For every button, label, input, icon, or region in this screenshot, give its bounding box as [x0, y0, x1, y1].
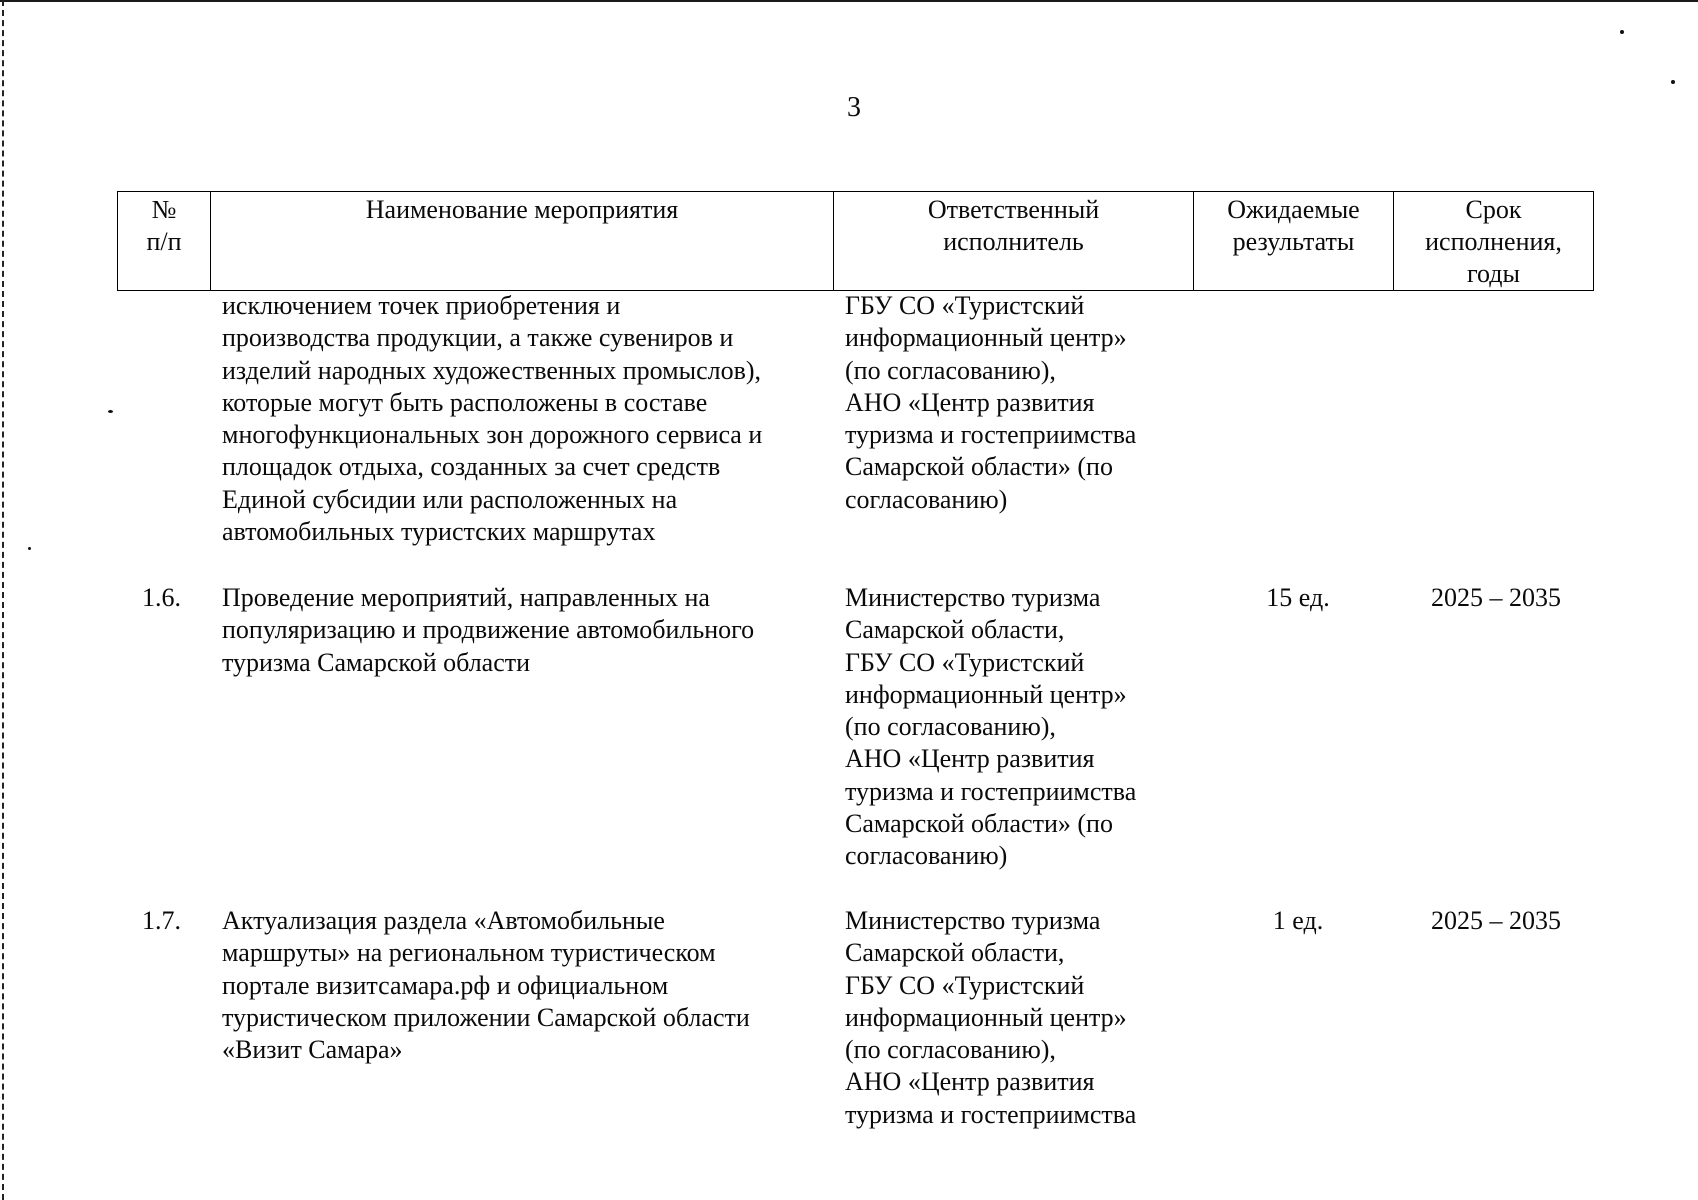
text-line: автомобильных туристских маршрутах — [222, 517, 656, 547]
text-line: ГБУ СО «Туристский — [845, 970, 1085, 1000]
text-line: Министерство туризма — [845, 906, 1101, 935]
header-line: № — [151, 195, 177, 224]
text-line: АНО «Центр развития — [845, 744, 1095, 774]
text-line: туризма и гостеприимства — [845, 776, 1137, 806]
text-line: Самарской области, — [845, 938, 1065, 968]
header-line: п/п — [146, 227, 182, 256]
row-1-6-name — [222, 582, 754, 679]
header-term — [1394, 192, 1594, 291]
header-line: Ожидаемые — [1227, 195, 1360, 224]
header-responsible — [834, 192, 1194, 291]
text-line: информационный центр» — [845, 323, 1127, 353]
scan-top-edge — [0, 0, 1698, 12]
header-name — [211, 192, 834, 291]
text-line: «Визит Самара» — [222, 1035, 403, 1065]
text-line: информационный центр» — [845, 679, 1127, 709]
text-line: Самарской области, — [845, 615, 1065, 645]
text-line: популяризацию и продвижение автомобильного — [222, 615, 755, 645]
text-line: площадок отдыха, созданных за счет средств — [222, 452, 721, 482]
text-line: туризма и гостеприимства — [845, 420, 1137, 450]
text-line: информационный центр» — [845, 1002, 1127, 1032]
text-line: (по согласованию), — [845, 355, 1056, 385]
header-line: исполнения, — [1425, 227, 1562, 256]
page-number: 3 — [847, 92, 861, 123]
text-line: туристическом приложении Самарской области — [222, 1002, 750, 1032]
row-1-7-number: 1.7. — [142, 906, 181, 935]
text-line: (по согласованию), — [845, 712, 1056, 742]
text-line: Единой субсидии или расположенных на — [222, 484, 678, 514]
text-line: исключением точек приобретения и — [222, 291, 621, 320]
row-1-6-number: 1.6. — [142, 583, 181, 612]
row-1-6-term: 2025 – 2035 — [1431, 583, 1561, 612]
row-1-7-expected: 1 ед. — [1272, 906, 1324, 935]
text-line: согласованию) — [845, 484, 1008, 514]
text-line: Проведение мероприятий, направленных на — [222, 583, 710, 612]
text-line: изделий народных художественных промыслов), — [222, 355, 762, 385]
row-1-6-expected: 15 ед. — [1266, 583, 1330, 612]
text-line: портале визитсамара.рф и официальном — [222, 970, 669, 1000]
text-line: согласованию) — [845, 841, 1008, 871]
text-line: (по согласованию), — [845, 1035, 1056, 1065]
text-line: Актуализация раздела «Автомобильные — [222, 906, 665, 935]
row-1-7-responsible — [845, 905, 1136, 1131]
header-line: результаты — [1232, 227, 1355, 256]
text-line: ГБУ СО «Туристский — [845, 291, 1085, 320]
header-expected — [1194, 192, 1394, 291]
text-line: производства продукции, а также сувениров и — [222, 323, 734, 353]
header-line: Наименование мероприятия — [365, 195, 679, 224]
text-line: маршруты» на региональном туристическом — [222, 938, 716, 968]
scan-speck — [1620, 30, 1624, 34]
header-line: годы — [1467, 259, 1520, 288]
text-line: которые могут быть расположены в составе — [222, 387, 708, 417]
scan-left-edge — [2, 0, 4, 1200]
text-line: АНО «Центр развития — [845, 1067, 1095, 1097]
text-line: Самарской области» (по — [845, 809, 1113, 839]
header-number — [118, 192, 211, 291]
scan-speck — [108, 410, 113, 413]
row-1-7-term: 2025 – 2035 — [1431, 906, 1561, 935]
text-line: ГБУ СО «Туристский — [845, 647, 1085, 677]
text-line: АНО «Центр развития — [845, 387, 1095, 417]
table-header — [117, 191, 1594, 291]
text-line: туризма и гостеприимства — [845, 1099, 1137, 1129]
text-line: туризма Самарской области — [222, 647, 531, 677]
text-line: Министерство туризма — [845, 583, 1101, 612]
scan-speck — [28, 547, 31, 550]
header-line: исполнитель — [943, 227, 1084, 256]
text-line: Самарской области» (по — [845, 452, 1113, 482]
scan-speck — [1671, 80, 1675, 84]
row-1-7-name — [222, 905, 750, 1066]
header-line: Ответственный — [927, 195, 1100, 224]
header-line: Срок — [1465, 195, 1522, 224]
text-line: многофункциональных зон дорожного сервиса и — [222, 420, 763, 450]
row-1-6-responsible — [845, 582, 1136, 873]
row-continuation-name — [222, 290, 762, 548]
row-continuation-responsible — [845, 290, 1136, 516]
